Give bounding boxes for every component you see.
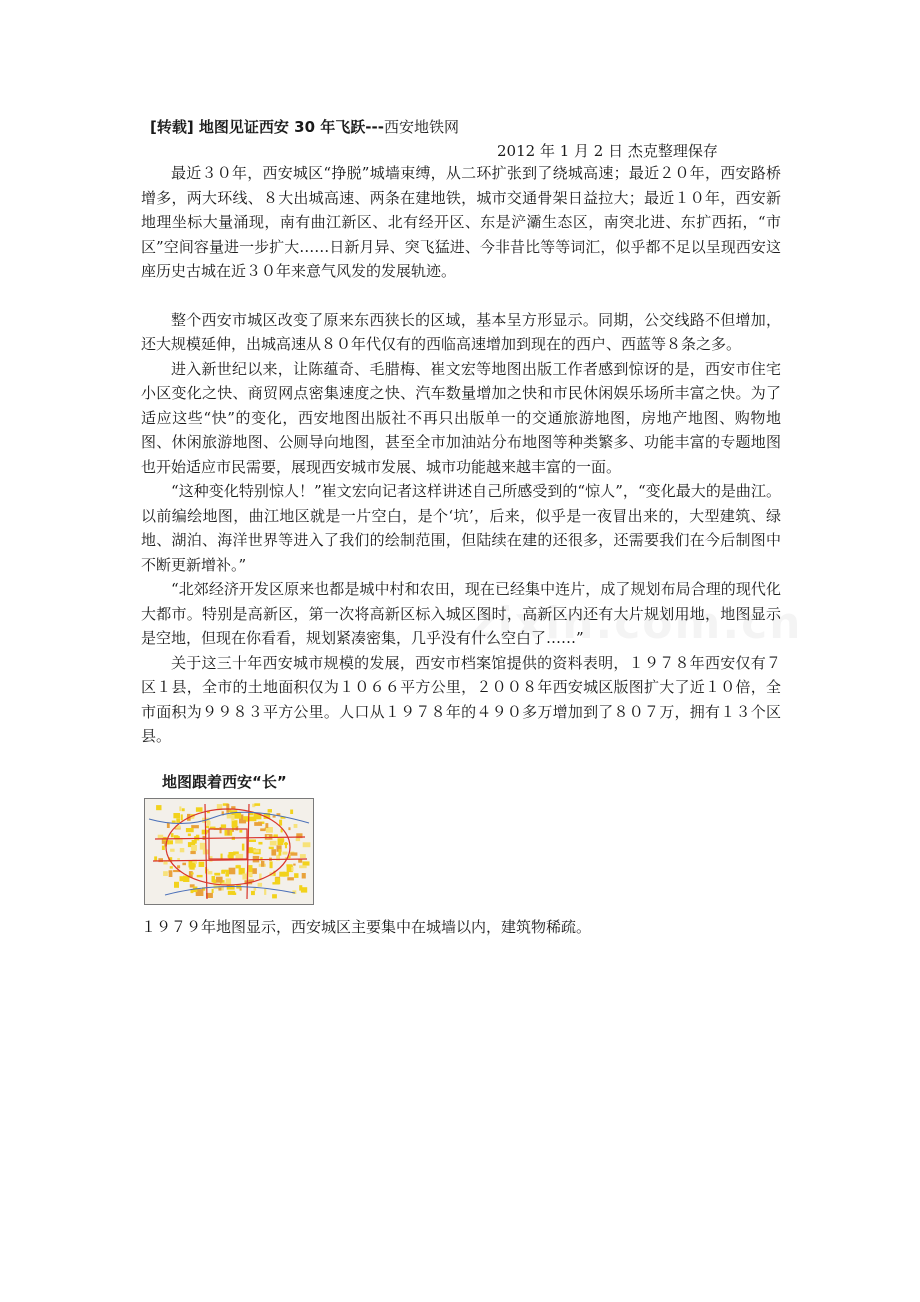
map-block [290, 852, 297, 855]
map-block [196, 807, 203, 812]
map-block [254, 849, 260, 852]
map-block [293, 864, 295, 866]
map-block [212, 876, 216, 883]
map-block [301, 887, 307, 892]
map-block [265, 823, 268, 828]
map-block [179, 806, 181, 811]
paragraph-2: 整个西安市城区改变了原来东西狭长的区域，基本呈方形显示。同期，公交线路不但增加，还大规模延伸，出城高速从８０年代仅有的西临高速增加到现在的西户、西蓝等８条之多。 [141, 310, 781, 353]
map-block [302, 873, 306, 879]
map-block [234, 812, 241, 819]
map-block [279, 820, 282, 826]
map-block [269, 847, 274, 849]
map-block [177, 865, 180, 868]
paragraph-6: 关于这三十年西安城市规模的发展，西安市档案馆提供的资料表明，１９７８年西安仅有７区１县，全市的土地面积仅为１０６６平方公里，２００８年西安城区版图扩大了近１０倍，全市面积为９９８３平方公里。人口从１９７８年的４９０多万增加到了８０７万，拥有１３个区县。 [141, 653, 781, 745]
map-block [156, 805, 161, 810]
article-title [150, 116, 459, 138]
map-block [254, 822, 262, 826]
section-heading: 地图跟着西安“长” [162, 773, 287, 791]
map-block [182, 808, 185, 811]
map-block [170, 866, 173, 868]
map-block [270, 861, 273, 868]
map-block [225, 870, 229, 877]
map-block [208, 871, 213, 874]
map-block [273, 816, 276, 818]
map-block [231, 815, 234, 821]
map-block [300, 854, 306, 858]
map-block [170, 840, 173, 844]
map-block [272, 894, 277, 898]
map-block [291, 867, 293, 871]
map-block [264, 889, 266, 895]
map-block [270, 841, 277, 846]
map-block [290, 810, 293, 815]
map-block [268, 809, 272, 812]
map-block [248, 865, 252, 872]
map-block [233, 893, 237, 896]
map-block [303, 861, 310, 865]
map-block [254, 888, 257, 891]
map-block [182, 863, 186, 866]
map-block [191, 825, 199, 828]
map-illustration [145, 799, 313, 904]
map-block [158, 835, 164, 839]
map-block [254, 803, 260, 806]
map-block [279, 872, 285, 877]
map-block [172, 821, 176, 823]
map-block [258, 842, 262, 845]
map-block [176, 818, 180, 822]
map-block [258, 883, 263, 887]
article-body [141, 161, 781, 749]
map-block [181, 814, 183, 820]
watermark-logo [470, 598, 802, 649]
map-block [154, 856, 157, 861]
map-block [206, 826, 210, 828]
map-block [294, 873, 298, 878]
map-block [196, 835, 199, 841]
map-block [214, 873, 220, 876]
map-block [251, 891, 255, 895]
map-block [169, 870, 173, 877]
map-block [227, 830, 229, 835]
map-block [226, 878, 231, 885]
map-block [171, 833, 174, 837]
map-block [249, 840, 256, 843]
map-block [163, 871, 168, 876]
figure-caption: １９７９年地图显示，西安城区主要集中在城墙以内，建筑物稀疏。 [141, 918, 592, 936]
map-block [216, 877, 223, 883]
map-block [220, 827, 222, 833]
map-block [188, 834, 191, 837]
map-block [242, 844, 245, 851]
map-block [279, 849, 282, 856]
title-bold: [转载] 地图见证西安 30 年飞跃--- [150, 118, 384, 136]
map-block [212, 889, 214, 893]
map-block [229, 852, 234, 859]
map-block [180, 848, 185, 852]
map-block [173, 813, 180, 818]
map-block [288, 827, 290, 830]
map-block [191, 872, 194, 874]
map-block [260, 828, 266, 831]
map-block [177, 858, 180, 860]
map-block [186, 828, 194, 832]
map-block [299, 865, 307, 868]
map-block [199, 862, 205, 867]
map-block [278, 838, 285, 842]
map-block [174, 882, 179, 888]
map-block [287, 877, 294, 880]
map-block [167, 840, 170, 844]
map-block [239, 830, 242, 833]
paragraph-5: “北郊经济开发区原来也都是城中村和农田，现在已经集中连片，成了规划布局合理的现代化大都市。特别是高新区，第一次将高新区标入城区图时，高新区内还有大片规划用地，地图显示是空地，但现在你看看，规划紧凑密集，几乎没有什么空白了……” [141, 580, 781, 647]
map-block [202, 830, 208, 835]
map-block [200, 843, 206, 850]
map-block [227, 885, 235, 889]
map-block [191, 845, 197, 851]
map-block [163, 861, 167, 865]
map-block [248, 879, 254, 881]
map-block [229, 868, 236, 875]
map-block [261, 861, 264, 867]
map-block [239, 820, 246, 824]
map-block [190, 851, 195, 854]
city-map-image [144, 798, 314, 905]
map-block [271, 849, 276, 855]
map-block [284, 843, 288, 845]
title-source: 西安地铁网 [383, 118, 459, 136]
map-block [303, 842, 311, 847]
map-block [197, 875, 203, 877]
map-block [191, 863, 194, 870]
map-block [218, 888, 221, 891]
map-block [272, 882, 279, 884]
map-block [236, 865, 241, 868]
map-block [282, 852, 287, 855]
paragraph-4: “这种变化特别惊人！”崔文宏向记者这样讲述自己所感受到的“惊人”，“变化最大的是曲江。以前编绘地图，曲江地区就是一片空白，是个‘坑’，后来，似乎是一夜冒出来的，大型建筑、绿地、湖泊、海洋世界等进入了我们的绘制范围，但陆续在建的还很多，还需要我们在今后制图中不断更新增补。” [141, 482, 781, 574]
map-block [170, 849, 175, 852]
map-block [221, 870, 225, 874]
date-line: 2012 年 1 月 2 日 杰克整理保存 [497, 142, 718, 160]
map-block [232, 820, 238, 827]
paragraph-1: 最近３０年，西安城区“挣脱”城墙束缚，从二环扩张到了绕城高速；最近２０年，西安路桥增多，两大环线、８大出城高速、两条在建地铁，城市交通骨架日益拉大；最近１０年，西安新地理坐标大量涌现，南有曲江新区、北有经开区、东是浐灞生态区，南突北进、东扩西拓，“市区”空间容量进一步扩大……日新月异、突飞猛进、今非昔比等等词汇，似乎都不足以呈现西安这座历史古城在近３０年来意气风发的发展轨迹。 [141, 164, 781, 280]
map-block [207, 821, 211, 826]
paragraph-3: 进入新世纪以来，让陈蕴奇、毛腊梅、崔文宏等地图出版工作者感到惊讶的是，西安市住宅小区变化之快、商贸网点密集速度之快、汽车数量增加之快和市民休闲娱乐场所丰富之快。为了适应这些“快”的变化，西安地图出版社不再只出版单一的交通旅游地图，房地产地图、购物地图、休闲旅游地图、公厕导向地图，甚至全市加油站分布地图等种类繁多、功能丰富的专题地图也开始适应市民需要，展现西安城市发展、城市功能越来越丰富的一面。 [141, 359, 781, 476]
map-block [294, 824, 298, 828]
